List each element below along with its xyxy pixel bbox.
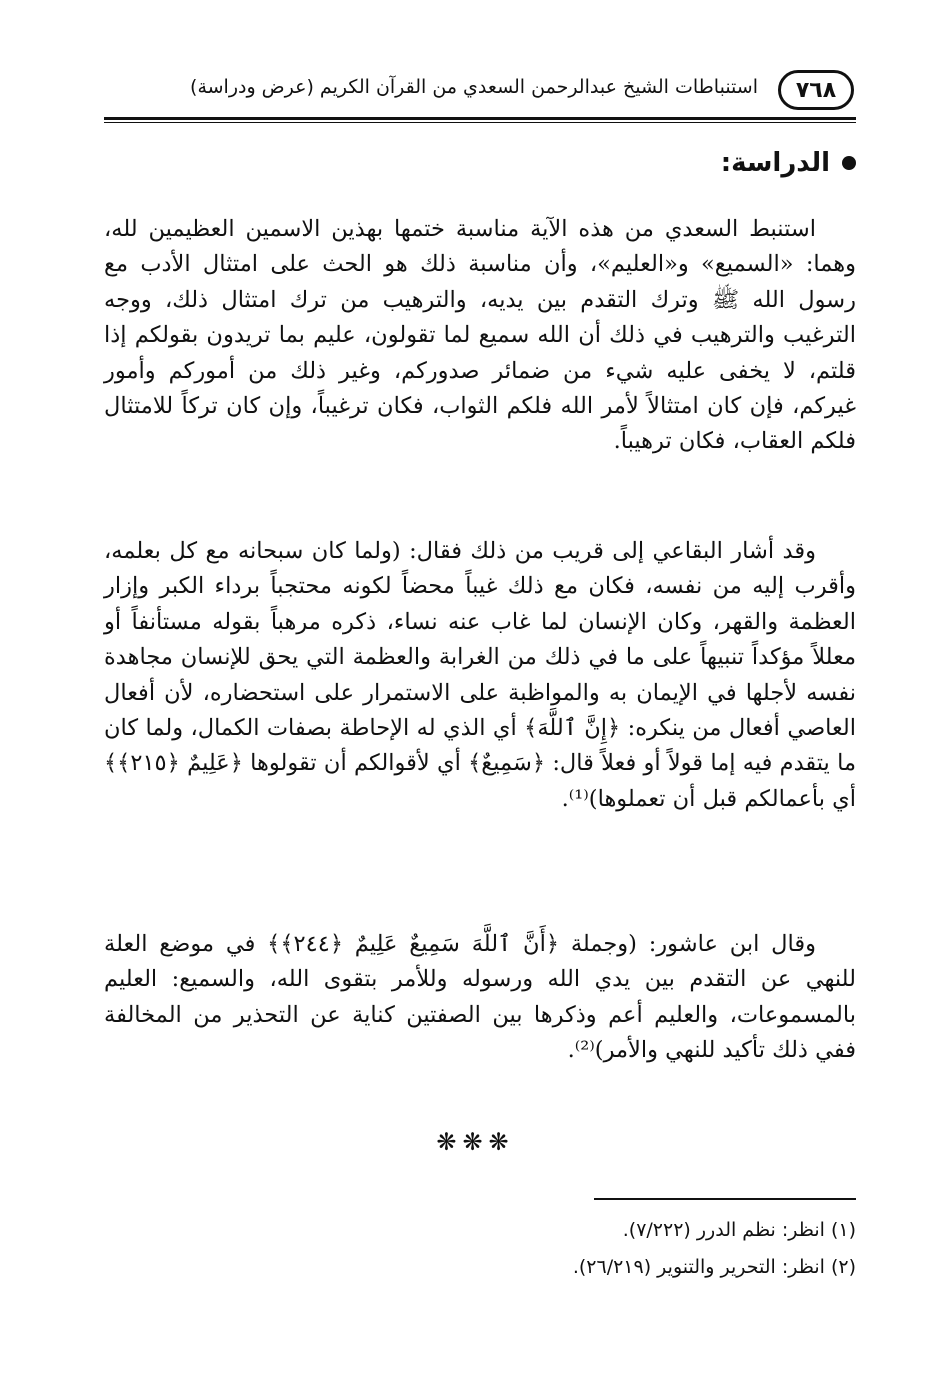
- paragraph-text: وقد أشار البقاعي إلى قريب من ذلك فقال: (ولما كان سبحانه مع كل بعلمه، وأقرب إليه من نفسه، فكان مع ذلك غيباً محضاً لكونه محتجباً برداء الكبر وإزار العظمة والقهر، وكان الإنسان لما غاب عنه نساء، ذكره مرهباً بقوله مستأنفاً أو معللاً مؤكداً تنبيهاً على ما في ذلك من الغرابة والعظمة التي يحق للإنسان مجاهدة نفسه لأجلها في الإيمان به والمواظبة على الاستمرار على استحضاره، لأن أفعال العاصي أفعال من ينكره: ﴿إِنَّ ٱللَّهَ﴾ أي الذي له الإحاطة بصفات الكمال، ولما كان ما يتقدم فيه إما قولاً أو فعلاً قال: ﴿سَمِيعٌ﴾ أي لأقوالكم أن تقولوها ﴿عَلِيمٌ ﴿٢١٥﴾﴾ أي بأعمالكم قبل أن تعملوها)⁽¹⁾.: [104, 538, 856, 812]
- footnotes: [156, 1212, 856, 1286]
- section-divider-ornament: ❋❋❋: [436, 1128, 515, 1156]
- page-header: [104, 70, 854, 116]
- paragraph-2: [104, 534, 856, 817]
- paragraph-1: [104, 212, 856, 460]
- paragraph-3: [104, 927, 856, 1069]
- section-heading: [721, 148, 856, 178]
- paragraph-text: وقال ابن عاشور: (وجملة ﴿أَنَّ ٱللَّهَ سَمِيعٌ عَلِيمٌ ﴿٢٤٤﴾﴾ في موضع العلة للنهي عن التقدم بين يدي الله ورسوله وللأمر بتقوى الله، والسميع: العليم بالمسموعات، والعليم أعم وذكرها بين الصفتين كناية عن التحذير من المخالفة ففي ذلك تأكيد للنهي والأمر)⁽²⁾.: [104, 931, 856, 1064]
- footnote-1: (١) انظر: نظم الدرر (٧/٢٢٢).: [622, 1219, 856, 1241]
- header-rule-thick: [104, 117, 856, 120]
- section-heading-text: الدراسة:: [720, 148, 830, 178]
- bullet-icon: [842, 156, 856, 170]
- running-title: استنباطات الشيخ عبدالرحمن السعدي من القرآن الكريم (عرض ودراسة): [190, 76, 758, 98]
- paragraph-text: استنبط السعدي من هذه الآية مناسبة ختمها بهذين الاسمين العظيمين لله، وهما: «السميع» و«العليم»، وأن مناسبة ذلك هو الحث على امتثال الأدب مع رسول الله ﷺ وترك التقدم بين يديه، والترهيب من ترك امتثال ذلك، ووجه الترغيب والترهيب في ذلك أن الله سميع لما تقولون، عليم بما تريدون بقولكم إذا قلتم، لا يخفى عليه شيء من ضمائر صدوركم، وغير ذلك من أموركم وأمور غيركم، فإن كان امتثالاً لأمر الله فلكم الثواب، فكان ترغيباً، وإن كان تركاً للامتثال فلكم العقاب، فكان ترهيباً.: [104, 216, 856, 455]
- page-number-badge: ٧٦٨: [778, 70, 854, 110]
- footnote-rule: [594, 1198, 856, 1200]
- footnote-2: (٢) انظر: التحرير والتنوير (٢٦/٢١٩).: [572, 1256, 856, 1278]
- header-rule-thin: [104, 122, 856, 123]
